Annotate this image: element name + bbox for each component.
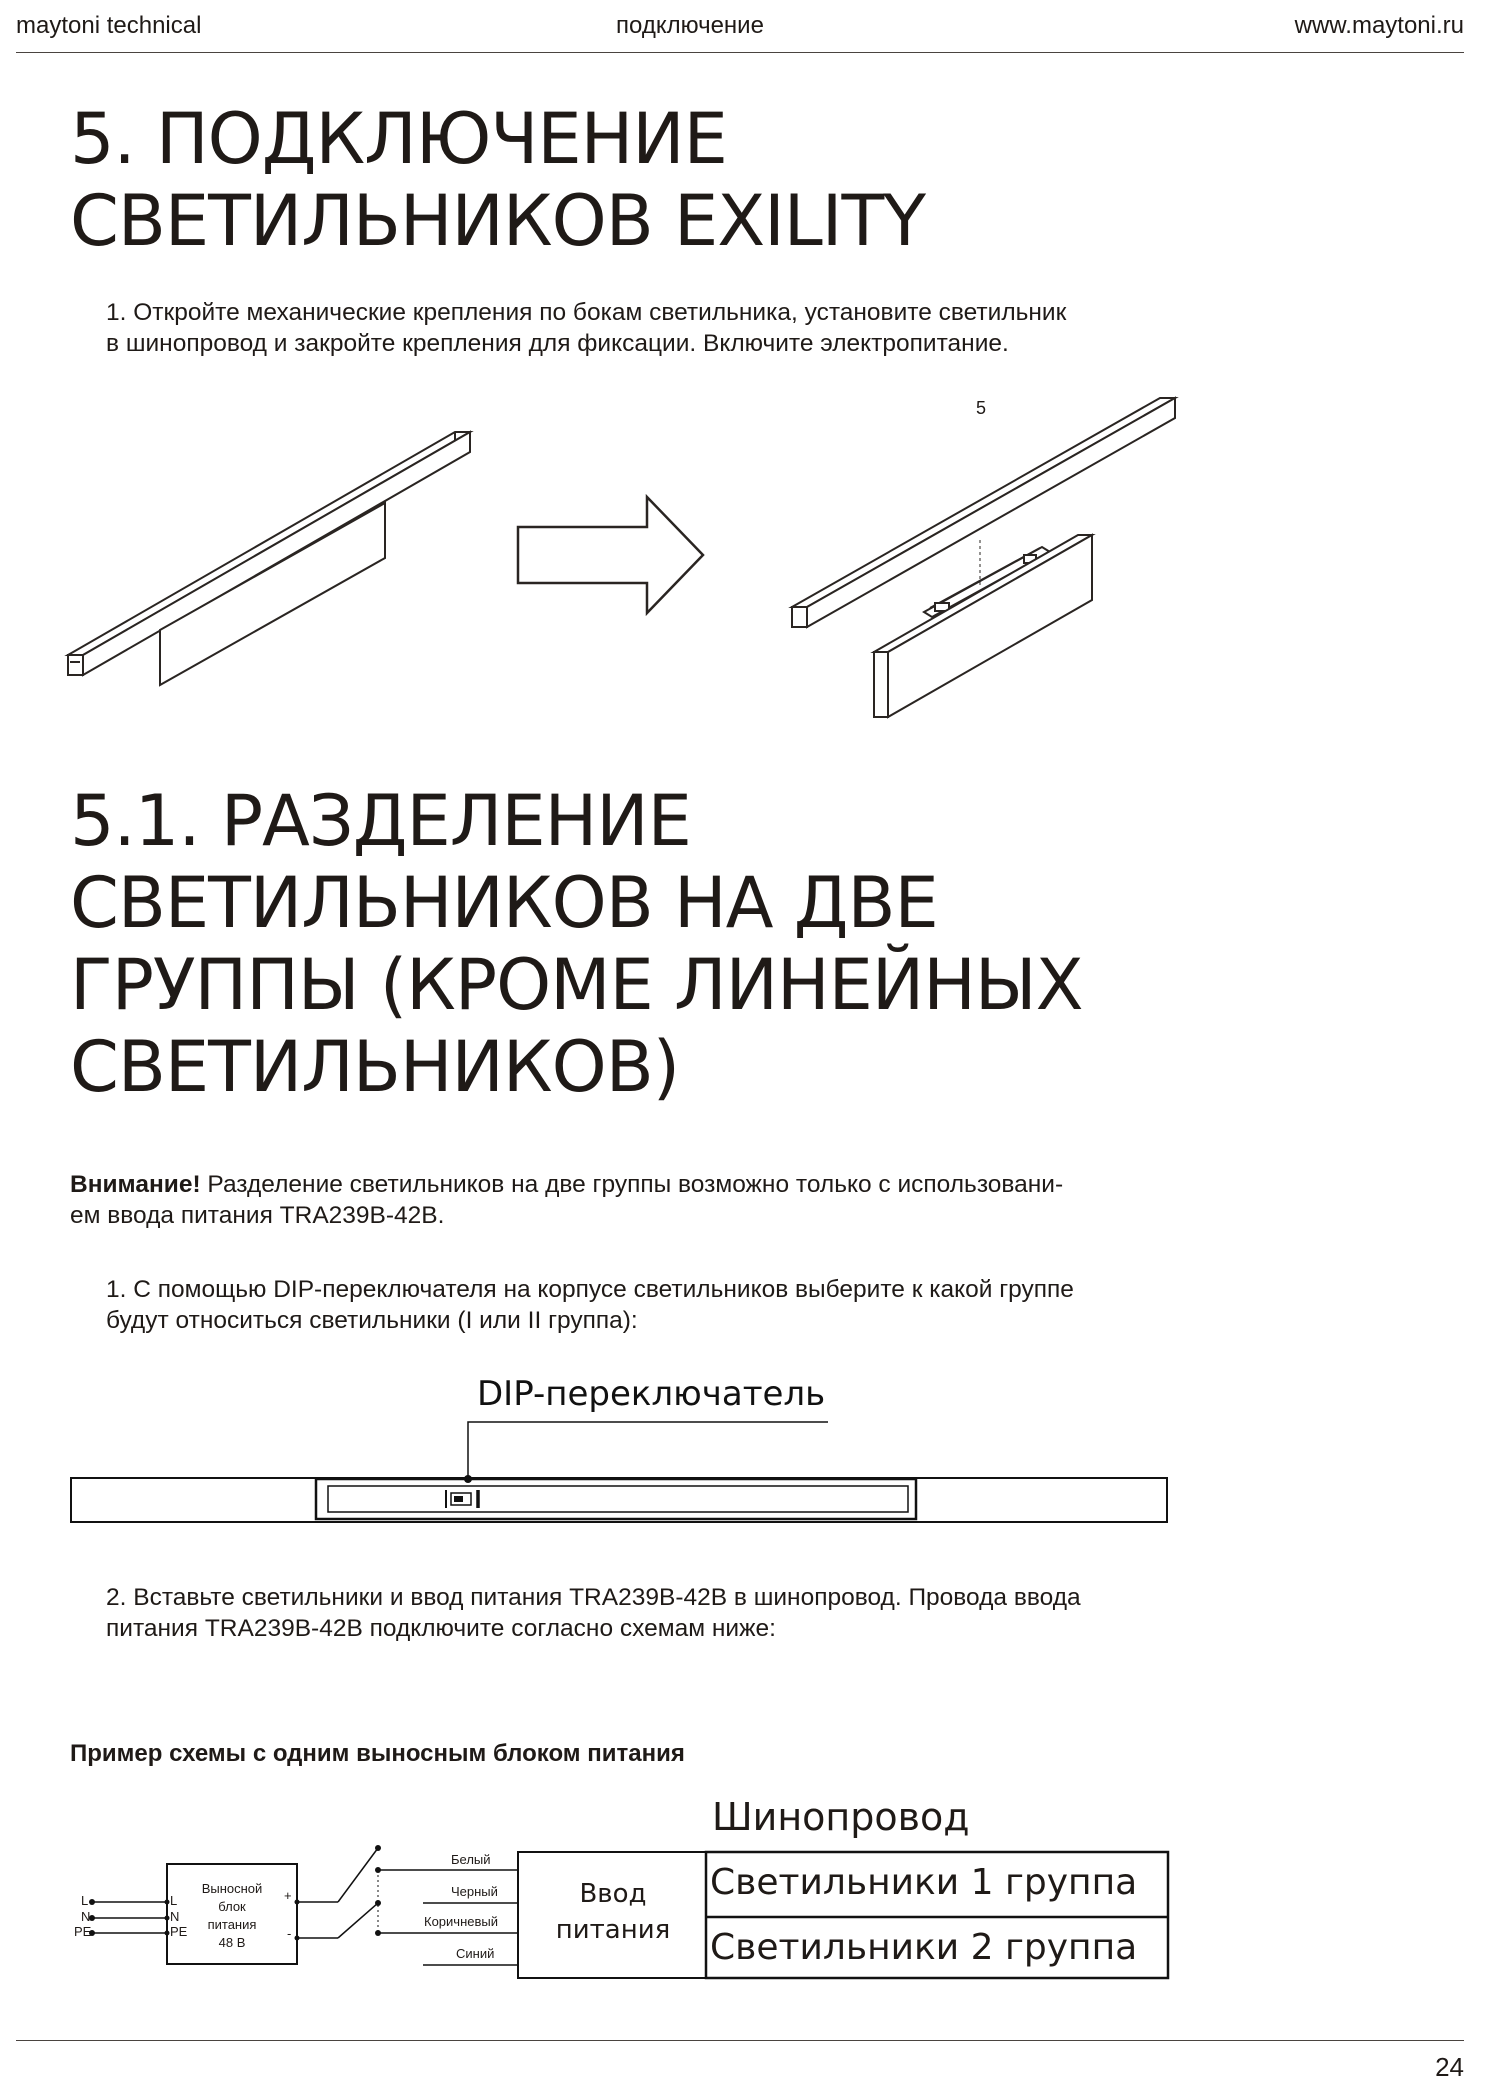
header-section: подключение bbox=[616, 12, 764, 39]
psu-N-label: N bbox=[170, 1909, 180, 1924]
header-brand: maytoni technical bbox=[16, 12, 202, 39]
input-N-label: N bbox=[81, 1909, 91, 1924]
section-51-step2-line1: 2. Вставьте светильники и ввод питания TRA239B-42B в шинопровод. Провода ввода bbox=[106, 1584, 1081, 1611]
section-51-title-line1: 5.1. РАЗДЕЛЕНИЕ bbox=[70, 780, 691, 862]
dip-switch-label: DIP-переключатель bbox=[477, 1374, 826, 1414]
feed-text bbox=[520, 1876, 706, 1948]
wire-black-label: Черный bbox=[451, 1884, 498, 1899]
psu-text bbox=[192, 1880, 272, 1952]
section-51-step1-line1: 1. С помощью DIP-переключателя на корпусе светильников выберите к какой группе bbox=[106, 1276, 1074, 1303]
arrow-right-icon bbox=[518, 497, 703, 613]
warning-line1 bbox=[70, 1169, 1063, 1200]
section-51-title-line2: СВЕТИЛЬНИКОВ НА ДВЕ bbox=[70, 862, 938, 944]
psu-line3: питания bbox=[207, 1917, 257, 1932]
feed-line2: питания bbox=[555, 1915, 671, 1945]
switch-1-icon bbox=[338, 1848, 378, 1902]
wire-white-label: Белый bbox=[451, 1852, 491, 1867]
installation-illustration bbox=[0, 380, 1200, 730]
psu-minus-label: - bbox=[287, 1926, 292, 1941]
warning-line2: ем ввода питания TRA239B-42B. bbox=[70, 1202, 445, 1229]
figure-label: 5 bbox=[976, 398, 987, 418]
section-5-title-line2: СВЕТИЛЬНИКОВ EXILITY bbox=[70, 180, 925, 262]
track-label: Шинопровод bbox=[712, 1795, 970, 1839]
header-website[interactable]: www.maytoni.ru bbox=[1294, 12, 1464, 39]
warning-label: Внимание! bbox=[70, 1171, 201, 1198]
footer-rule bbox=[16, 2040, 1464, 2041]
group-1-label: Светильники 1 группа bbox=[710, 1862, 1138, 1903]
scheme-title: Пример схемы с одним выносным блоком питания bbox=[70, 1740, 685, 1767]
feed-line1: Ввод bbox=[579, 1879, 647, 1909]
psu-line4: 48 В bbox=[218, 1935, 246, 1950]
page-number: 24 bbox=[1435, 2052, 1464, 2082]
wire-blue-label: Синий bbox=[456, 1946, 495, 1961]
section-5-step1-line1: 1. Откройте механические крепления по бокам светильника, установите светильник bbox=[106, 299, 1067, 326]
section-51-title-line3: ГРУППЫ (КРОМЕ ЛИНЕЙНЫХ bbox=[70, 944, 1083, 1026]
group-2-label: Светильники 2 группа bbox=[710, 1927, 1138, 1968]
section-51-step2-line2: питания TRA239B-42B подключите согласно схемам ниже: bbox=[106, 1615, 776, 1642]
section-51-title-line4: СВЕТИЛЬНИКОВ) bbox=[70, 1026, 680, 1108]
section-5-step1-line2: в шинопровод и закройте крепления для фиксации. Включите электропитание. bbox=[106, 330, 1009, 357]
dip-switch-drawing bbox=[60, 1410, 1180, 1540]
psu-L-label: L bbox=[170, 1893, 178, 1908]
psu-line2: блок bbox=[218, 1899, 246, 1914]
switch-2-icon bbox=[338, 1903, 378, 1938]
psu-plus-label: + bbox=[284, 1888, 292, 1903]
track-and-separated-luminaire-drawing bbox=[792, 398, 1175, 717]
psu-line1: Выносной bbox=[201, 1881, 263, 1896]
section-5-title-line1: 5. ПОДКЛЮЧЕНИЕ bbox=[70, 98, 727, 180]
wire-brown-label: Коричневый bbox=[424, 1914, 498, 1929]
warning-text: Разделение светильников на две группы возможно только с использовани- bbox=[200, 1171, 1064, 1198]
input-PE-label: PE bbox=[74, 1924, 92, 1939]
track-with-luminaire-drawing bbox=[68, 432, 470, 685]
section-51-step1-line2: будут относиться светильники (I или II группа): bbox=[106, 1307, 638, 1334]
header-rule bbox=[16, 52, 1464, 53]
psu-PE-label: PE bbox=[170, 1924, 188, 1939]
input-L-label: L bbox=[81, 1893, 89, 1908]
